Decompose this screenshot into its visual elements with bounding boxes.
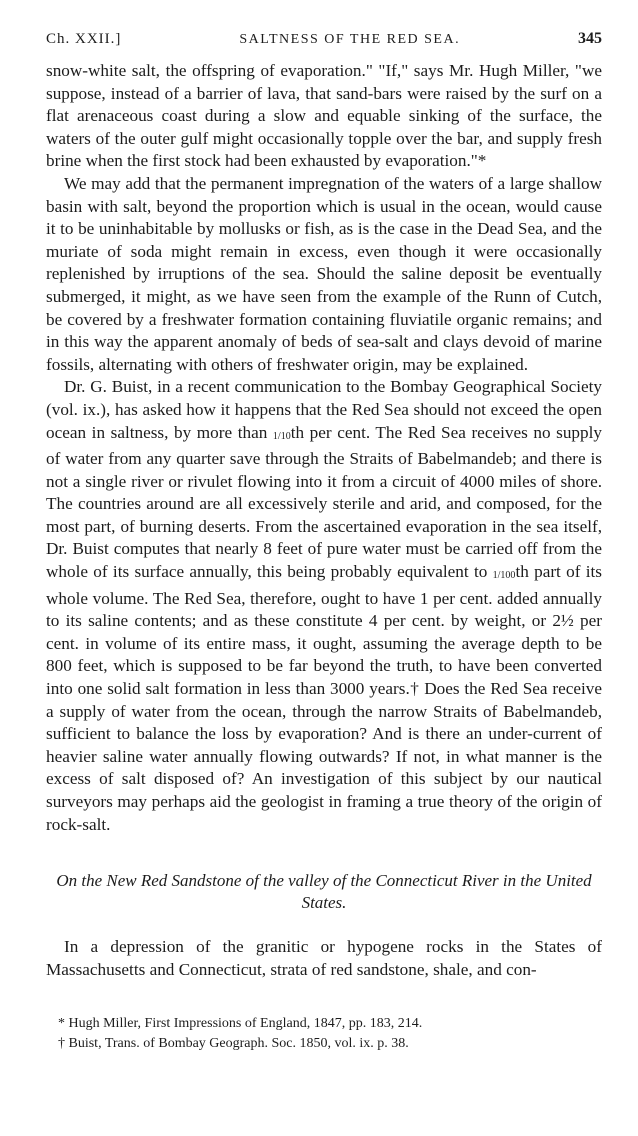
- paragraph-hugh-miller-quote: snow-white salt, the offspring of evaporation." "If," says Mr. Hugh Miller, "we suppose, instead of a barrier of lava, that sand-bars were raised by the surf on a flat arenaceous coast during a slow and equable sinking of the surface, the waters of the outer gulf might occasionally topple over the bar, and supply fresh brine when the first stock had been exhausted by evaporation."*: [46, 61, 602, 171]
- footnote-hugh-miller: * Hugh Miller, First Impressions of England, 1847, pp. 183, 214.: [58, 1016, 423, 1031]
- footnote-buist: † Buist, Trans. of Bombay Geograph. Soc. 1850, vol. ix. p. 38.: [58, 1036, 409, 1051]
- page-number: 345: [577, 30, 602, 47]
- running-header: [46, 30, 602, 60]
- fraction-one-hundredth: 1/100: [492, 570, 516, 582]
- chapter-marker: Ch. XXII.]: [46, 31, 122, 47]
- fraction-one-tenth: 1/10: [272, 430, 291, 442]
- book-page: [46, 30, 602, 981]
- section-heading: On the New Red Sandstone of the valley of the Connecticut River in the United States.: [56, 871, 592, 913]
- running-title: SALTNESS OF THE RED SEA.: [239, 32, 461, 47]
- footnotes: [0, 1014, 638, 1054]
- body-text: [46, 60, 602, 981]
- paragraph-new-red-sandstone: In a depression of the granitic or hypogene rocks in the States of Massachusetts and Connecticut, strata of red sandstone, shale, and con-: [46, 937, 602, 979]
- paragraph-buist: Dr. G. Buist, in a recent communication to the Bombay Geographical Society (vol. ix.), has asked how it happens that the Red Sea should not exceed the open ocean in saltness, by more than 1/10th per cent. The Red Sea receives no supply of water from any quarter save through the Straits of Babelmandeb; and there is not a single river or rivulet flowing into it from a circuit of 4000 miles of shore. The countries around are all excessively sterile and arid, and composed, for the most part, of burning deserts. From the ascertained evaporation in the sea itself, Dr. Buist computes that nearly 8 feet of pure water must be carried off from the whole of its surface annually, this being probably equivalent to 1/100th part of its whole volume. The Red Sea, therefore, ought to have 1 per cent. added annually to its saline contents; and as these constitute 4 per cent. by weight, or 2½ per cent. in volume of its entire mass, it ought, assuming the average depth to be 800 feet, which is supposed to be far beyond the truth, to have been converted into one solid salt formation in less than 3000 years.† Does the Red Sea receive a supply of water from the ocean, through the narrow Straits of Babelmandeb, sufficient to balance the loss by evaporation? And is there an under-current of heavier saline water annually flowing outwards? If not, in what manner is the excess of salt disposed of? An investigation of this subject by our nautical surveyors may perhaps aid the geologist in framing a true theory of the origin of rock-salt.: [46, 377, 602, 834]
- paragraph-impregnation: We may add that the permanent impregnation of the waters of a large shallow basin with salt, beyond the proportion which is usual in the ocean, would cause it to be uninhabitable by mollusks or fish, as is the case in the Dead Sea, and the muriate of soda might remain in excess, even though it were occasionally replenished by irruptions of the sea. Should the saline deposit be eventually submerged, it might, as we have seen from the example of the Runn of Cutch, be covered by a freshwater formation containing fluviatile organic remains; and in this way the apparent anomaly of beds of sea-salt and clays devoid of marine fossils, alternating with others of freshwater origin, may be explained.: [46, 173, 602, 374]
